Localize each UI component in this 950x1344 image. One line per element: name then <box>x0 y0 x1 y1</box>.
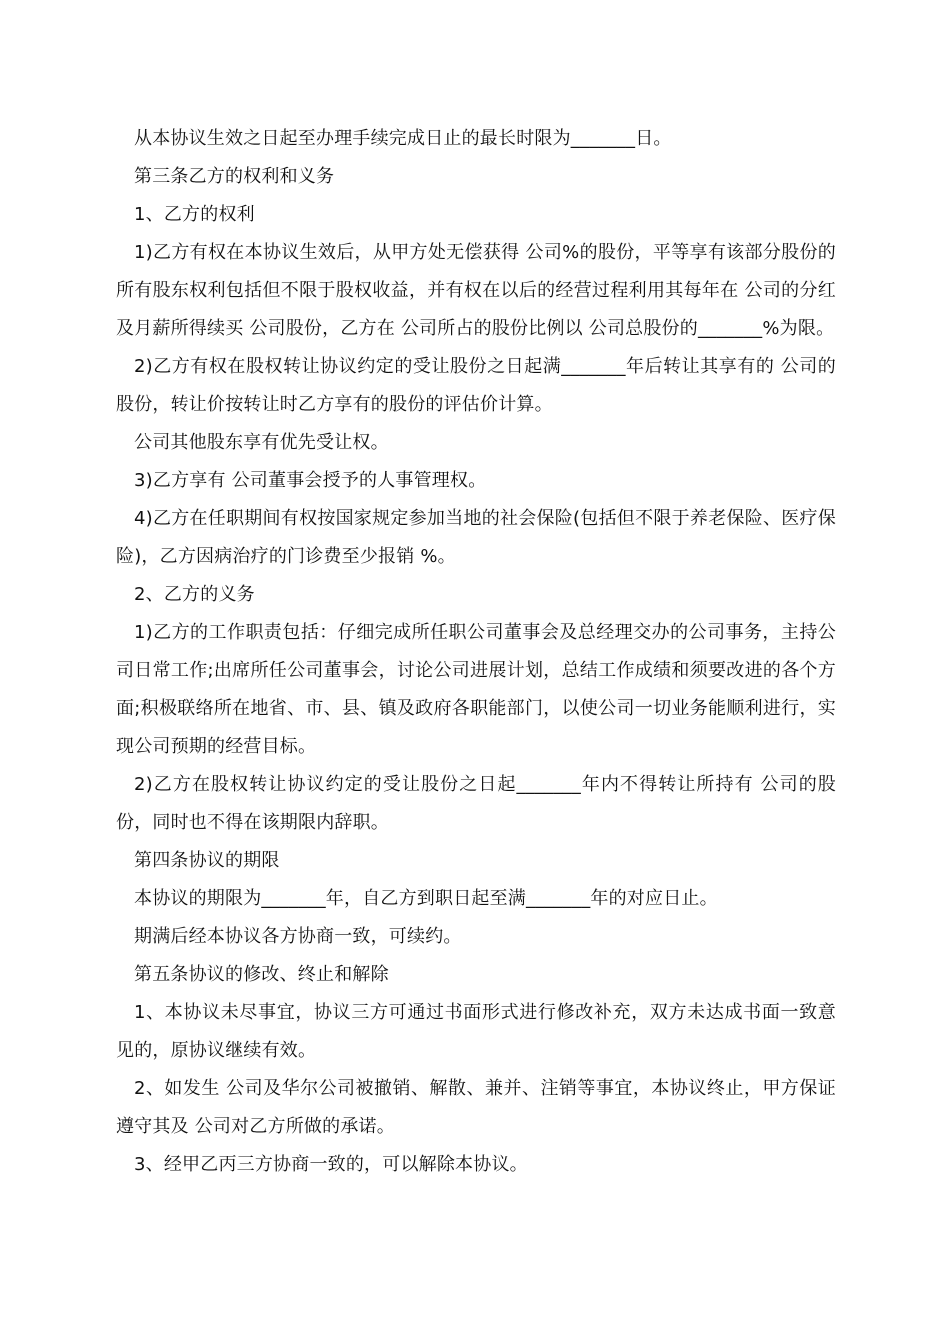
heading-party-b-rights: 1、乙方的权利 <box>134 204 255 225</box>
document-body <box>116 120 836 1184</box>
paragraph-right-4: 4)乙方在任职期间有权按国家规定参加当地的社会保险(包括但不限于养老保险、医疗保险)，乙方因病治疗的门诊费至少报销 %。 <box>116 508 836 567</box>
paragraph-time-limit: 从本协议生效之日起至办理手续完成日止的最长时限为_______日。 <box>134 128 672 149</box>
paragraph-obligation-1: 1)乙方的工作职责包括：仔细完成所任职公司董事会及总经理交办的公司事务，主持公司日常工作;出席所任公司董事会，讨论公司进展计划，总结工作成绩和须要改进的各个方面;积极联络所在地省、市、县、镇及政府各职能部门，以使公司一切业务能顺利进行，实现公司预期的经营目标。 <box>116 622 836 757</box>
paragraph-termination: 2、如发生 公司及华尔公司被撤销、解散、兼并、注销等事宜，本协议终止，甲方保证遵守其及 公司对乙方所做的承诺。 <box>116 1078 836 1137</box>
heading-article-5: 第五条协议的修改、终止和解除 <box>134 964 389 985</box>
paragraph-right-1: 1)乙方有权在本协议生效后，从甲方处无偿获得 公司%的股份，平等享有该部分股份的所有股东权利包括但不限于股权收益，并有权在以后的经营过程利用其每年在 公司的分红及月薪所得续买 公司股份，乙方在 公司所占的股份比例以 公司总股份的_______%为限。 <box>116 242 836 339</box>
heading-article-4: 第四条协议的期限 <box>134 850 280 871</box>
paragraph-renewal: 期满后经本协议各方协商一致，可续约。 <box>134 926 462 947</box>
heading-article-3: 第三条乙方的权利和义务 <box>134 166 335 187</box>
paragraph-preemptive-right: 公司其他股东享有优先受让权。 <box>134 432 389 453</box>
paragraph-dissolution: 3、经甲乙丙三方协商一致的，可以解除本协议。 <box>134 1154 528 1175</box>
paragraph-right-2: 2)乙方有权在股权转让协议约定的受让股份之日起满_______年后转让其享有的 公司的股份，转让价按转让时乙方享有的股份的评估价计算。 <box>116 356 836 415</box>
heading-party-b-obligations: 2、乙方的义务 <box>134 584 255 605</box>
paragraph-obligation-2: 2)乙方在股权转让协议约定的受让股份之日起_______年内不得转让所持有 公司的股份，同时也不得在该期限内辞职。 <box>116 774 836 833</box>
paragraph-term: 本协议的期限为_______年，自乙方到职日起至满_______年的对应日止。 <box>134 888 718 909</box>
paragraph-amendment: 1、本协议未尽事宜，协议三方可通过书面形式进行修改补充，双方未达成书面一致意见的，原协议继续有效。 <box>116 1002 836 1061</box>
paragraph-right-3: 3)乙方享有 公司董事会授予的人事管理权。 <box>134 470 487 491</box>
